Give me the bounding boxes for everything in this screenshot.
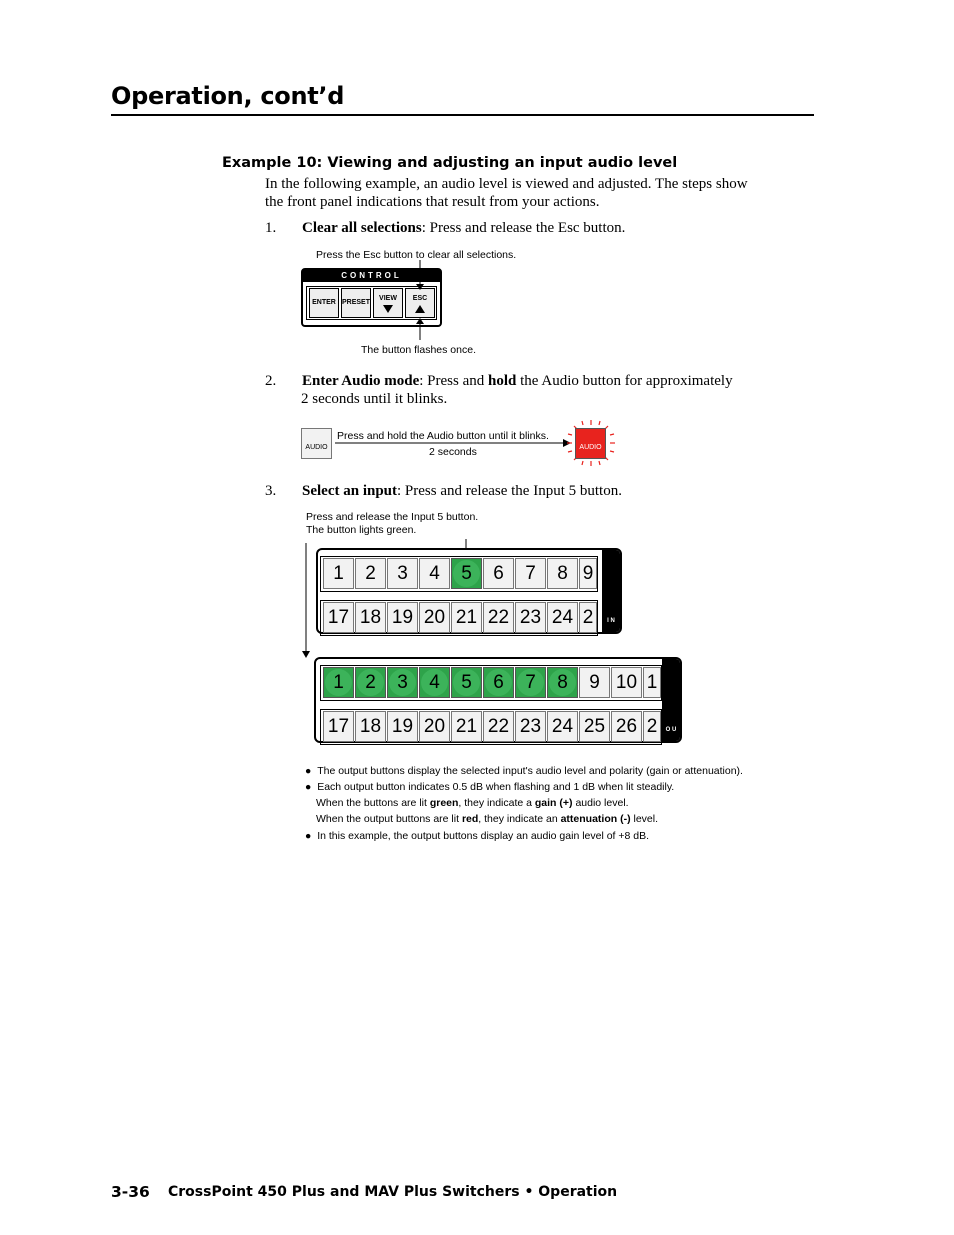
output-button-label: 2 — [646, 716, 658, 737]
output-button-4[interactable] — [419, 711, 450, 742]
note-3-gain: gain (+) — [534, 797, 573, 809]
output-button-label: 22 — [487, 716, 510, 737]
input-button-3[interactable] — [387, 602, 418, 633]
input-button-label: 24 — [551, 607, 574, 628]
input-button-label: 3 — [397, 563, 408, 584]
bullet-icon: ● — [305, 830, 312, 842]
output-button-label: 18 — [359, 716, 382, 737]
input-button-1[interactable] — [323, 558, 354, 589]
fig1-arrow-down-head — [416, 284, 424, 290]
input-button-9[interactable] — [579, 602, 597, 633]
output-button-2[interactable] — [355, 711, 386, 742]
input-button-6[interactable] — [483, 602, 514, 633]
input-button-label: 23 — [519, 607, 542, 628]
output-button-label: 1 — [325, 669, 352, 696]
input-button-4[interactable] — [419, 558, 450, 589]
output-button-label: 26 — [615, 716, 638, 737]
output-button-9[interactable] — [579, 711, 610, 742]
page-number: 3-36 — [111, 1183, 150, 1201]
input-button-3[interactable] — [387, 558, 418, 589]
output-button-label: 20 — [423, 716, 446, 737]
input-button-5[interactable] — [451, 558, 482, 589]
output-button-label: 6 — [485, 669, 512, 696]
output-button-label: 9 — [589, 672, 600, 693]
step-3: 3. Select an input: Press and release the Input 5 button. — [265, 483, 622, 499]
control-panel-label: CONTROL — [303, 270, 440, 282]
section-heading: Example 10: Viewing and adjusting an input audio level — [222, 155, 678, 171]
input-button-label: 21 — [455, 607, 478, 628]
output-button-6[interactable] — [483, 711, 514, 742]
input-button-4[interactable] — [419, 602, 450, 633]
output-button-label: 8 — [549, 669, 576, 696]
input-button-label: 1 — [333, 563, 344, 584]
input-bank-strip — [602, 550, 620, 632]
output-button-label: 25 — [583, 716, 606, 737]
note-3-e: audio level. — [572, 797, 629, 809]
fig1-arrows — [300, 258, 450, 348]
note-4-attenuation: attenuation (-) — [560, 813, 631, 825]
fig3-caption-1: Press and release the Input 5 button. — [306, 511, 479, 523]
output-bank-strip — [662, 659, 680, 741]
input-button-7[interactable] — [515, 602, 546, 633]
step-1-title: Clear all selections — [302, 220, 422, 236]
note-4-red: red — [461, 813, 479, 825]
audio-button-lit[interactable] — [575, 428, 606, 459]
audio-button-label: AUDIO — [305, 444, 328, 451]
output-button-8[interactable] — [547, 711, 578, 742]
note-2-text: Each output button indicates 0.5 dB when flashing and 1 dB when lit steadily. — [317, 781, 675, 793]
step-1: 1. Clear all selections: Press and release the Esc button. — [265, 220, 626, 236]
input-button-8[interactable] — [547, 602, 578, 633]
output-button-label: 2 — [357, 669, 384, 696]
output-button-label: 7 — [517, 669, 544, 696]
bullet-icon: ● — [305, 781, 312, 793]
input-button-5[interactable] — [451, 602, 482, 633]
note-3 — [316, 795, 629, 811]
input-button-2[interactable] — [355, 602, 386, 633]
output-button-1[interactable] — [323, 667, 354, 698]
note-3-green: green — [429, 797, 459, 809]
step-3-text: : Press and release the Input 5 button. — [397, 483, 622, 499]
fig3-arrow-output-head — [302, 651, 310, 658]
note-1-text: The output buttons display the selected input's audio level and polarity (gain or attenuation). — [317, 765, 743, 777]
output-button-5[interactable] — [451, 667, 482, 698]
output-button-label: 17 — [327, 716, 350, 737]
view-button-label: VIEW — [379, 295, 397, 302]
output-button-7[interactable] — [515, 711, 546, 742]
input-button-label: 22 — [487, 607, 510, 628]
output-button-8[interactable] — [547, 667, 578, 698]
input-button-label: 8 — [557, 563, 568, 584]
input-button-9[interactable] — [579, 558, 597, 589]
step-1-number: 1 — [265, 220, 273, 236]
output-button-3[interactable] — [387, 667, 418, 698]
input-button-label: 7 — [525, 563, 536, 584]
input-button-label: 6 — [493, 563, 504, 584]
input-button-label: 18 — [359, 607, 382, 628]
note-1 — [305, 763, 743, 779]
note-3-a: When the buttons are lit — [316, 797, 430, 809]
note-4-e: level. — [630, 813, 659, 825]
note-3-c: , they indicate a — [458, 797, 535, 809]
output-strip-label: O U — [665, 727, 677, 733]
input-button-label: 19 — [391, 607, 414, 628]
input-button-1[interactable] — [323, 602, 354, 633]
step-2-text-a: : Press and — [419, 373, 488, 389]
step-2: 2. Enter Audio mode: Press and hold the Audio button for approximately — [265, 373, 733, 389]
output-button-7[interactable] — [515, 667, 546, 698]
preset-button[interactable]: PRESET — [341, 288, 371, 318]
note-2 — [305, 779, 674, 795]
note-5-text: In this example, the output buttons display an audio gain level of +8 dB. — [317, 830, 650, 842]
step-2-title: Enter Audio mode — [302, 373, 420, 389]
input-button-label: 17 — [327, 607, 350, 628]
fig2-duration: 2 seconds — [429, 446, 477, 458]
output-button-10[interactable] — [611, 711, 642, 742]
output-button-6[interactable] — [483, 667, 514, 698]
fig1-caption-bottom: The button flashes once. — [361, 344, 476, 356]
input-button-label: 5 — [453, 560, 480, 587]
output-button-10[interactable] — [611, 667, 642, 698]
bullet-icon: ● — [305, 765, 312, 777]
output-button-3[interactable] — [387, 711, 418, 742]
output-button-11[interactable] — [643, 667, 661, 698]
output-button-label: 21 — [455, 716, 478, 737]
intro-line-1: In the following example, an audio level is viewed and adjusted. The steps show — [265, 176, 748, 192]
fig1-caption-top: Press the Esc button to clear all selections. — [316, 249, 517, 261]
output-button-1[interactable] — [323, 711, 354, 742]
input-button-label: 4 — [429, 563, 440, 584]
output-button-label: 5 — [453, 669, 480, 696]
audio-button-lit-label: AUDIO — [579, 444, 602, 451]
output-button-9[interactable] — [579, 667, 610, 698]
input-strip-label: I N — [607, 618, 615, 624]
output-button-5[interactable] — [451, 711, 482, 742]
step-2-text-b: the Audio button for approximately — [516, 373, 733, 389]
intro-line-2: the front panel indications that result from your actions. — [265, 194, 600, 210]
input-button-2[interactable] — [355, 558, 386, 589]
input-button-7[interactable] — [515, 558, 546, 589]
fig1-arrow-up-head — [416, 318, 424, 324]
output-button-label: 19 — [391, 716, 414, 737]
header-rule — [111, 114, 814, 116]
fig2-caption: Press and hold the Audio button until it blinks. — [337, 430, 549, 442]
footer-text: CrossPoint 450 Plus and MAV Plus Switchers • Operation — [168, 1184, 618, 1200]
note-5 — [305, 828, 649, 844]
step-3-number: 3 — [265, 483, 273, 499]
output-button-label: 4 — [421, 669, 448, 696]
output-button-label: 10 — [615, 672, 638, 693]
enter-button[interactable]: ENTER — [309, 288, 339, 318]
step-1-text: : Press and release the Esc button. — [421, 220, 626, 236]
input-button-label: 9 — [582, 563, 594, 584]
output-button-label: 3 — [389, 669, 416, 696]
input-button-6[interactable] — [483, 558, 514, 589]
fig3-caption-2: The button lights green. — [306, 524, 417, 536]
input-button-label: 2 — [582, 607, 594, 628]
note-4 — [316, 811, 658, 827]
note-4-c: , they indicate an — [478, 813, 561, 825]
step-2-line-2: 2 seconds until it blinks. — [301, 391, 448, 407]
output-button-2[interactable] — [355, 667, 386, 698]
audio-button[interactable] — [301, 428, 332, 459]
output-button-label: 24 — [551, 716, 574, 737]
output-button-label: 1 — [646, 672, 658, 693]
output-button-4[interactable] — [419, 667, 450, 698]
output-button-label: 23 — [519, 716, 542, 737]
esc-button-label: ESC — [412, 295, 428, 302]
page-title: Operation, cont’d — [111, 82, 345, 110]
output-button-11[interactable] — [643, 711, 661, 742]
input-button-8[interactable] — [547, 558, 578, 589]
input-button-label: 20 — [423, 607, 446, 628]
step-3-title: Select an input — [302, 483, 398, 499]
note-4-a: When the output buttons are lit — [316, 813, 462, 825]
input-button-label: 2 — [365, 563, 376, 584]
step-2-hold: hold — [488, 373, 517, 389]
step-2-number: 2 — [265, 373, 273, 389]
